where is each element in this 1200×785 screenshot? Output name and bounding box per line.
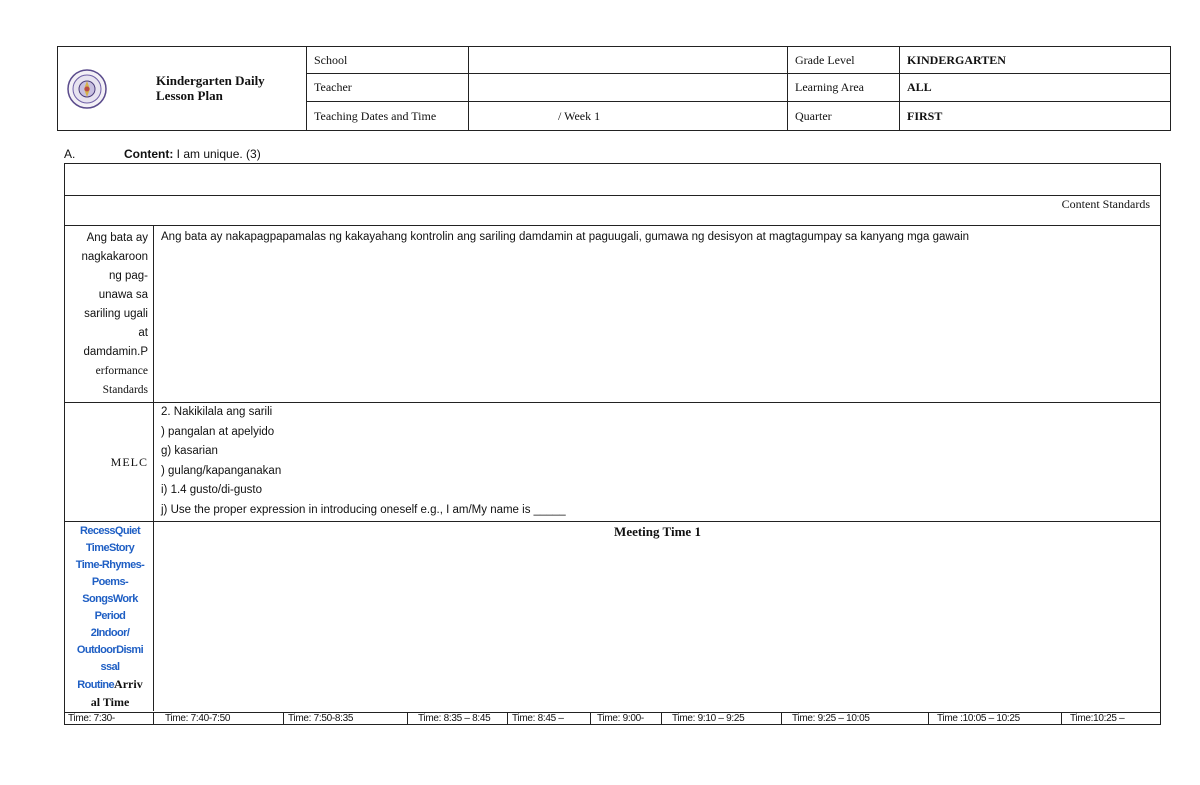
time-cell: Time: 9:10 – 9:25 bbox=[662, 712, 782, 725]
cs-left-line: damdamin.P bbox=[83, 346, 148, 358]
time-cell: Time:10:25 – bbox=[1062, 712, 1160, 725]
content-text: I am unique. (3) bbox=[173, 147, 261, 161]
time-cell: Time: 8:35 – 8:45 bbox=[408, 712, 508, 725]
cs-left-line: nagkakaroon bbox=[81, 251, 148, 263]
cs-left-line: unawa sa bbox=[98, 289, 148, 301]
arrival-time-text: al Time bbox=[90, 695, 130, 709]
learning-area-label: Learning Area bbox=[795, 80, 864, 94]
time-cell: Time: 8:45 – bbox=[508, 712, 591, 725]
cs-left-line: erformance bbox=[95, 365, 148, 377]
performance-standards-text: Ang bata ay nakapagpapamalas ng kakayahang kontrolin ang sariling damdamin at paguugali, gumawa ng desisyon at magtagumpay sa kanyang mga gawain bbox=[161, 231, 970, 243]
logo-cell bbox=[58, 47, 307, 130]
melc-item: i) 1.4 gusto/di-gusto bbox=[161, 484, 263, 497]
document-title bbox=[156, 73, 265, 103]
melc-item: g) kasarian bbox=[161, 445, 218, 458]
teaching-dates-value: / Week 1 bbox=[558, 108, 601, 123]
grade-level-label: Grade Level bbox=[795, 53, 855, 67]
content-letter: A. bbox=[64, 147, 76, 161]
schedule-line: Time-Rhymes- bbox=[75, 559, 145, 571]
document-title-line-1: Kindergarten Daily bbox=[156, 73, 265, 88]
content-standards-label: Content Standards bbox=[1061, 197, 1150, 211]
quarter-value: FIRST bbox=[907, 108, 943, 123]
time-cell: Time: 7:40-7:50 bbox=[154, 712, 284, 725]
melc-item: ) gulang/kapanganakan bbox=[161, 464, 282, 477]
cs-left-line: Standards bbox=[102, 384, 148, 396]
schedule-line: Period bbox=[94, 610, 126, 622]
time-cell: Time :10:05 – 10:25 bbox=[929, 712, 1062, 725]
schedule-line: 2Indoor/ bbox=[90, 627, 130, 639]
header-table bbox=[57, 46, 1171, 131]
cs-left-line: at bbox=[138, 327, 148, 339]
schedule-line: TimeStory bbox=[85, 542, 135, 554]
schedule-line bbox=[67, 676, 153, 694]
schedule-line: OutdoorDismi bbox=[76, 644, 144, 656]
cs-left-line: sariling ugali bbox=[84, 308, 148, 320]
time-cell: Time: 9:00- bbox=[591, 712, 662, 725]
teacher-value[interactable] bbox=[468, 73, 787, 101]
arrival-text: Arriv bbox=[114, 677, 143, 691]
routine-text: Routine bbox=[77, 679, 115, 691]
schedule-line: SongsWork bbox=[82, 593, 138, 605]
time-row bbox=[65, 712, 1162, 725]
school-value[interactable] bbox=[468, 47, 787, 73]
cs-left-line: ng pag- bbox=[108, 270, 148, 282]
schedule-line: ssal bbox=[100, 661, 120, 673]
melc-item: 2. Nakikilala ang sarili bbox=[161, 406, 273, 418]
performance-standards-label bbox=[65, 229, 148, 400]
schedule-activities bbox=[67, 523, 153, 711]
schedule-line: RecessQuiet bbox=[79, 525, 141, 537]
teaching-dates-label: Teaching Dates and Time bbox=[314, 108, 437, 123]
meeting-time-heading: Meeting Time 1 bbox=[614, 524, 701, 539]
grade-level-value: KINDERGARTEN bbox=[907, 53, 1006, 67]
time-cell: Time: 7:50-8:35 bbox=[284, 712, 408, 725]
deped-seal-icon bbox=[67, 69, 107, 109]
schedule-line: Poems- bbox=[91, 576, 129, 588]
document-title-line-2: Lesson Plan bbox=[156, 88, 223, 103]
learning-area-value: ALL bbox=[907, 80, 932, 94]
content-heading bbox=[64, 147, 261, 161]
lesson-table bbox=[64, 163, 1161, 725]
cs-left-line: Ang bata ay bbox=[86, 232, 148, 244]
quarter-label: Quarter bbox=[795, 108, 832, 123]
school-label: School bbox=[314, 53, 348, 67]
time-cell: Time: 7:30- bbox=[64, 712, 154, 725]
content-label: Content: bbox=[124, 147, 174, 161]
melc-item: j) Use the proper expression in introducing oneself e.g., I am/My name is _____ bbox=[161, 503, 566, 516]
melc-list bbox=[161, 403, 566, 521]
melc-item: ) pangalan at apelyido bbox=[161, 425, 275, 438]
time-cell: Time: 9:25 – 10:05 bbox=[782, 712, 929, 725]
melc-label: MELC bbox=[110, 455, 148, 469]
teacher-label: Teacher bbox=[314, 80, 352, 94]
